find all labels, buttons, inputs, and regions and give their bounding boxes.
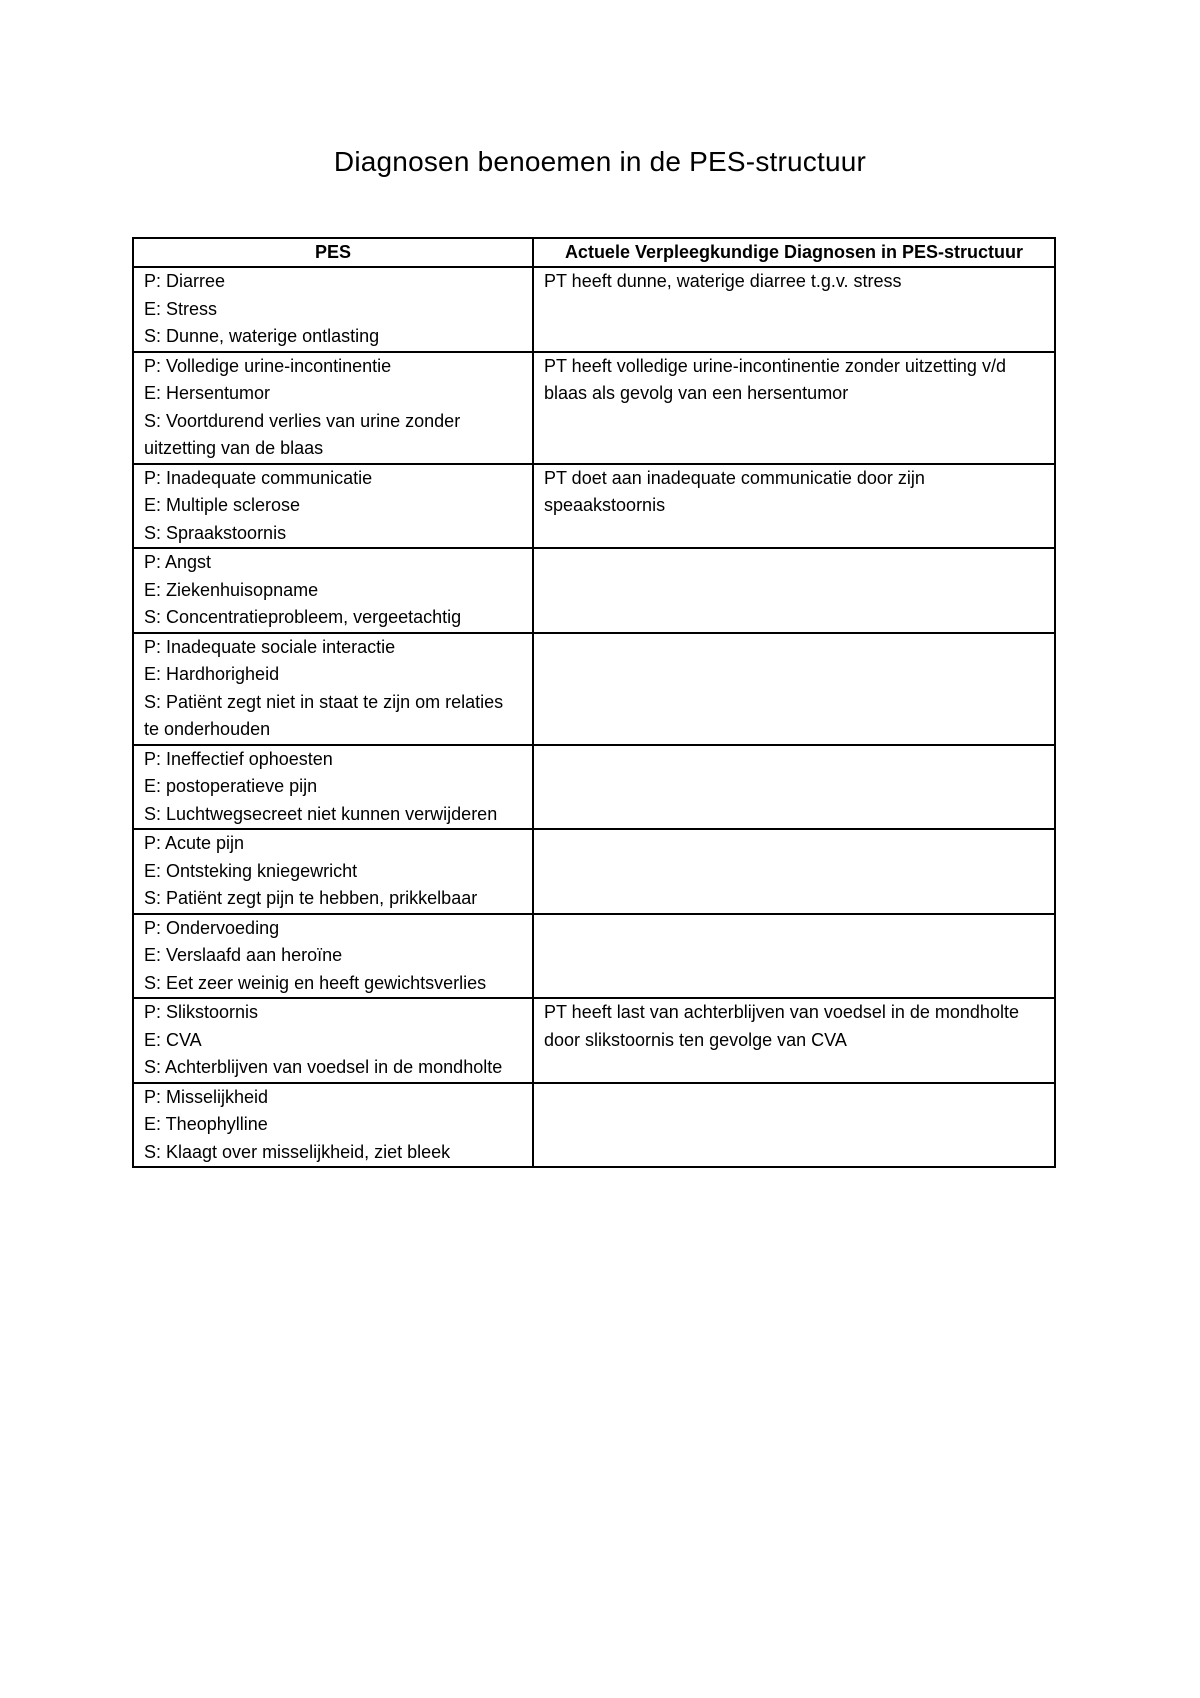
etiology-text: E: Hersentumor — [144, 383, 271, 403]
table-row — [133, 998, 1055, 1083]
table-body — [133, 267, 1055, 1167]
diagnosis-cell — [533, 548, 1055, 633]
problem-text: P: Ondervoeding — [144, 917, 280, 938]
etiology-text: E: Stress — [144, 298, 218, 319]
table-row — [133, 1083, 1055, 1168]
symptoms-text: S: Patiënt zegt niet in staat te zijn om relaties te onderhouden — [144, 691, 504, 739]
problem-text: P: Inadequate communicatie — [144, 467, 373, 488]
problem-text: P: Slikstoornis — [144, 1002, 259, 1022]
diagnosis-cell — [533, 914, 1055, 999]
etiology-text: E: postoperatieve pijn — [144, 776, 318, 796]
diagnosis-cell: PT heeft volledige urine-incontinentie zonder uitzetting v/d blaas als gevolg van een hersentumor — [533, 352, 1055, 464]
table-row — [133, 352, 1055, 464]
etiology-text: E: Verslaafd aan heroïne — [144, 945, 343, 965]
pes-cell — [133, 1083, 533, 1168]
symptoms-text: S: Luchtwegsecreet niet kunnen verwijderen — [144, 803, 498, 824]
problem-text: P: Ineffectief ophoesten — [144, 748, 333, 769]
table-row — [133, 829, 1055, 914]
pes-cell — [133, 267, 533, 352]
table-row — [133, 464, 1055, 549]
etiology-text: E: Theophylline — [144, 1114, 268, 1134]
symptoms-text: S: Achterblijven van voedsel in de mondholte — [144, 1057, 503, 1077]
table-row — [133, 548, 1055, 633]
problem-text: P: Angst — [144, 552, 212, 572]
table-header-row — [133, 238, 1055, 267]
symptoms-text: S: Klaagt over misselijkheid, ziet bleek — [144, 1141, 451, 1162]
diagnosis-cell — [533, 745, 1055, 830]
table-row — [133, 745, 1055, 830]
diagnosis-cell — [533, 633, 1055, 745]
problem-text: P: Misselijkheid — [144, 1086, 269, 1107]
table-row — [133, 633, 1055, 745]
diagnosis-cell: PT heeft last van achterblijven van voedsel in de mondholte door slikstoornis ten gevolge van CVA — [533, 998, 1055, 1083]
symptoms-text: S: Spraakstoornis — [144, 522, 287, 543]
pes-cell — [133, 548, 533, 633]
pes-cell — [133, 633, 533, 745]
diagnosis-cell — [533, 829, 1055, 914]
problem-text: P: Acute pijn — [144, 833, 245, 853]
diagnosis-cell: PT doet aan inadequate communicatie door zijn speaakstoornis — [533, 464, 1055, 549]
table-row — [133, 267, 1055, 352]
problem-text: P: Volledige urine-incontinentie — [144, 355, 392, 376]
pes-table — [132, 237, 1056, 1168]
symptoms-text: S: Eet zeer weinig en heeft gewichtsverlies — [144, 972, 487, 993]
header-diagnosis: Actuele Verpleegkundige Diagnosen in PES-structuur — [533, 238, 1055, 267]
page-title: Diagnosen benoemen in de PES-structuur — [333, 146, 867, 177]
etiology-text: E: Hardhorigheid — [144, 664, 280, 684]
pes-cell — [133, 745, 533, 830]
symptoms-text: S: Concentratieprobleem, vergeetachtig — [144, 607, 462, 627]
symptoms-text: S: Voortdurend verlies van urine zonder uitzetting van de blaas — [144, 410, 461, 458]
etiology-text: E: Ontsteking kniegewricht — [144, 860, 358, 881]
pes-cell — [133, 998, 533, 1083]
diagnosis-cell — [533, 1083, 1055, 1168]
pes-cell — [133, 352, 533, 464]
header-pes: PES — [133, 238, 533, 267]
etiology-text: E: Multiple sclerose — [144, 495, 301, 515]
symptoms-text: S: Patiënt zegt pijn te hebben, prikkelbaar — [144, 888, 478, 908]
pes-cell — [133, 464, 533, 549]
pes-cell — [133, 829, 533, 914]
symptoms-text: S: Dunne, waterige ontlasting — [144, 326, 380, 346]
problem-text: P: Diarree — [144, 271, 226, 291]
problem-text: P: Inadequate sociale interactie — [144, 636, 396, 657]
diagnosis-cell: PT heeft dunne, waterige diarree t.g.v. stress — [533, 267, 1055, 352]
etiology-text: E: Ziekenhuisopname — [144, 579, 319, 600]
pes-cell — [133, 914, 533, 999]
table-row — [133, 914, 1055, 999]
etiology-text: E: CVA — [144, 1029, 202, 1050]
